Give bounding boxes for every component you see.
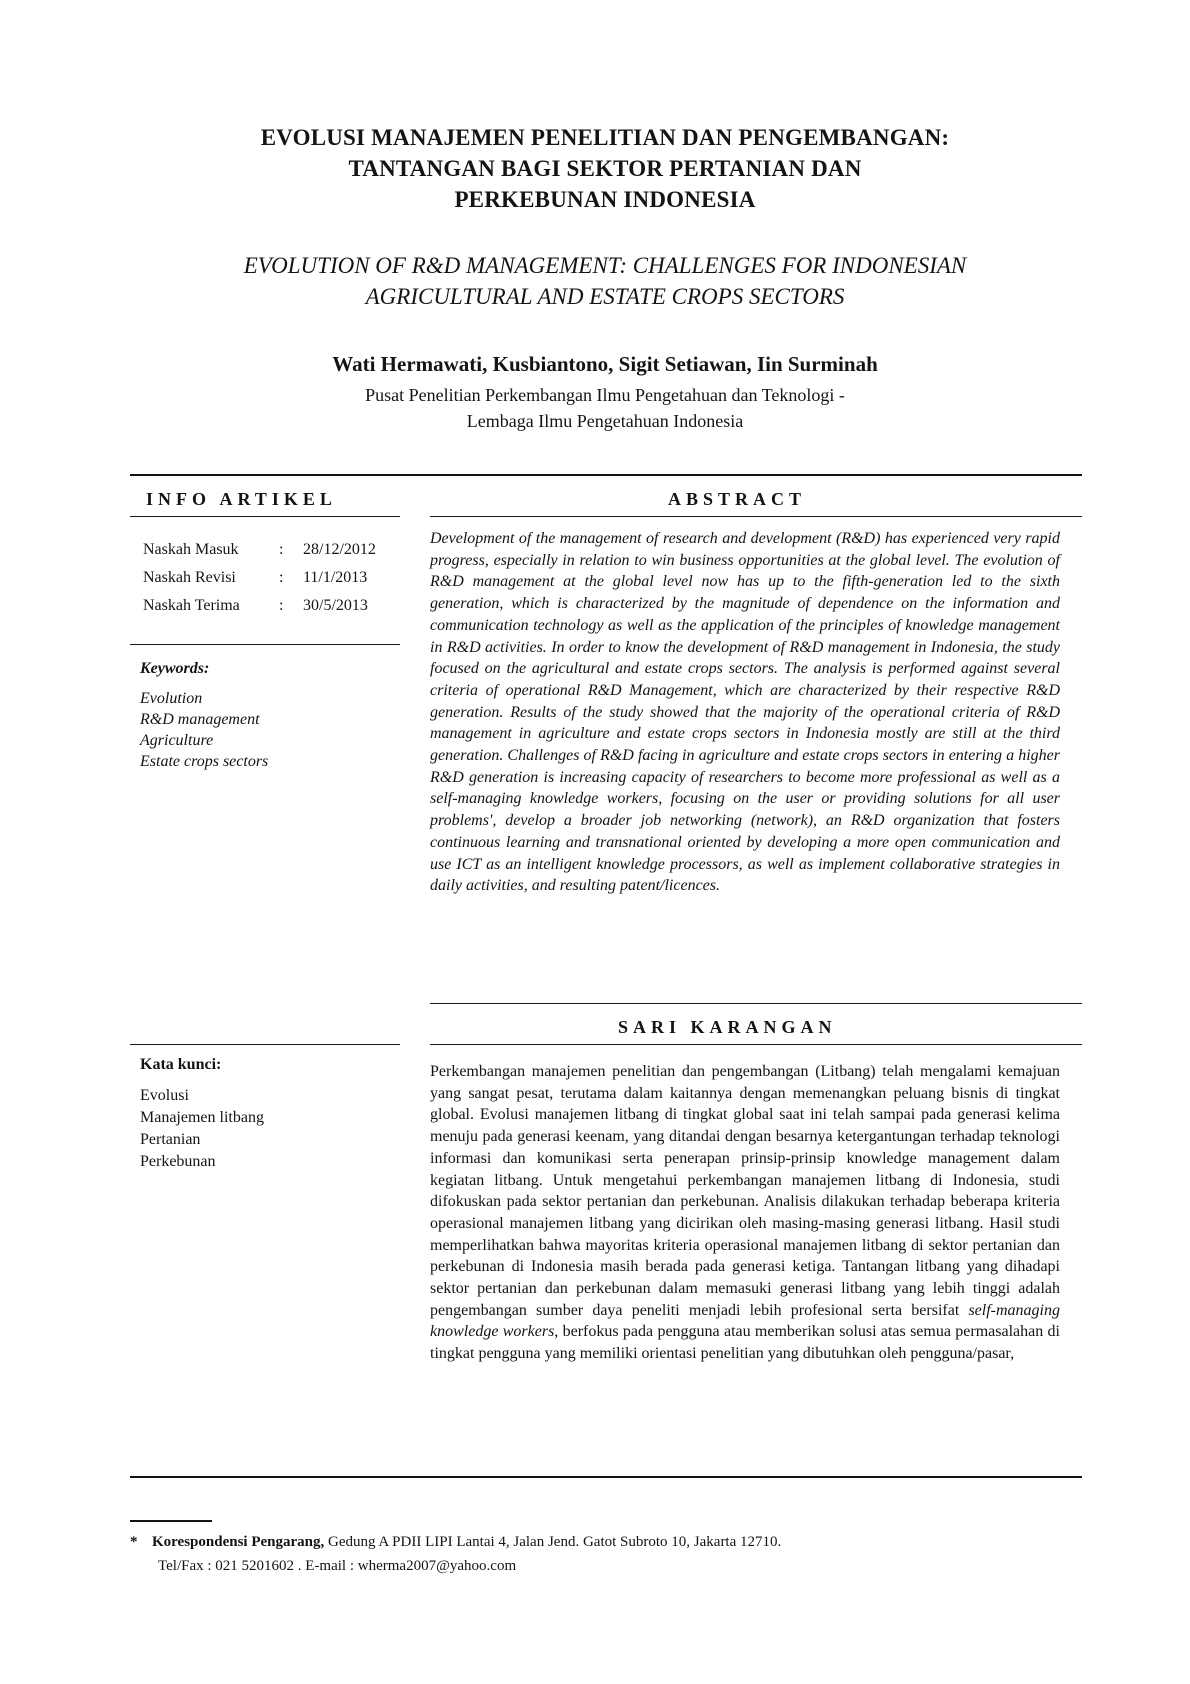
date-sep: : <box>279 541 284 558</box>
kata-kunci-item: Pertanian <box>140 1131 201 1148</box>
title-id-line-1: EVOLUSI MANAJEMEN PENELITIAN DAN PENGEMBANGAN: <box>260 125 950 150</box>
keyword-item: Evolution <box>140 690 203 707</box>
top-divider <box>130 474 1082 476</box>
kata-kunci-heading: Kata kunci: <box>140 1056 222 1073</box>
bottom-divider <box>130 1476 1082 1478</box>
date-value: 28/12/2012 <box>303 541 376 558</box>
footnote-line-1 <box>130 1530 1090 1554</box>
sari-heading-bottom-rule <box>430 1044 1082 1045</box>
date-sep: : <box>279 569 284 586</box>
title-en-line-2: AGRICULTURAL AND ESTATE CROPS SECTORS <box>365 284 845 309</box>
sari-karangan-heading: SARI KARANGAN <box>618 1017 837 1037</box>
keywords-list <box>140 688 268 772</box>
date-label: Naskah Masuk <box>143 541 239 558</box>
sari-text-part-2: , berfokus pada pengguna atau memberikan solusi atas semua permasalahan di tingkat pengguna yang memiliki orientasi penelitian yang dibutuhkan oleh pengguna/pasar, <box>430 1323 1060 1363</box>
dates-rule <box>130 644 400 645</box>
affiliation <box>130 382 1080 434</box>
kata-kunci-item: Perkebunan <box>140 1153 216 1170</box>
date-row-terima <box>143 592 376 620</box>
title-id-line-3: PERKEBUNAN INDONESIA <box>454 187 756 212</box>
keyword-item: Estate crops sectors <box>140 753 269 770</box>
sari-karangan-text <box>430 1061 1060 1365</box>
keyword-item: Agriculture <box>140 732 214 749</box>
kata-kunci-item: Manajemen litbang <box>140 1109 264 1126</box>
title-indonesian <box>130 122 1080 215</box>
keyword-item: R&D management <box>140 711 260 728</box>
abstract-heading: ABSTRACT <box>668 489 807 509</box>
abstract-text: Development of the management of research and development (R&D) has experienced very rapid progress, especially in relation to win business opportunities at the global level. The evolution of R&D management at the global level now has up to the fifth-generation led to the sixth generation, which is characterized by the magnitude of dependence on the information and communication technology as well as the application of the principles of knowledge management in R&D activities. In order to know the development of R&D management in Indonesia, the study focused on the agricultural and estate crops sectors. The analysis is performed against several criteria of operational R&D Management, which are characterized by their respective R&D generation. Results of the study showed that the majority of the operational criteria of R&D management in agriculture and estate crops sectors in Indonesia mostly are still at the third generation. Challenges of R&D facing in agriculture and estate crops sectors in entering a higher R&D generation is increasing capacity of researchers to become more professional as well as a self-managing knowledge workers, focusing on the user or providing solutions for all user problems', develop a broader job networking (network), an R&D organization that fosters continuous learning and transnational oriented by developing a more open communication and use ICT as an intelligent knowledge processors, as well as implement collaborative strategies in daily activities, and resulting patent/licences. <box>430 530 1060 895</box>
title-en-line-1: EVOLUTION OF R&D MANAGEMENT: CHALLENGES FOR INDONESIAN <box>243 253 967 278</box>
kata-kunci-top-rule <box>130 1044 400 1045</box>
footnote-label: Korespondensi Pengarang, <box>152 1534 325 1550</box>
info-artikel-heading: INFO ARTIKEL <box>146 489 337 509</box>
date-row-revisi <box>143 564 376 592</box>
kata-kunci-list <box>140 1085 264 1173</box>
footnote-address: Gedung A PDII LIPI Lantai 4, Jalan Jend. Gatot Subroto 10, Jakarta 12710. <box>324 1534 782 1550</box>
abstract-heading-rule <box>430 516 1082 517</box>
kata-kunci-item: Evolusi <box>140 1087 189 1104</box>
date-sep: : <box>279 597 284 614</box>
footnote-rule <box>130 1520 212 1522</box>
date-label: Naskah Revisi <box>143 569 236 586</box>
footnote-mark: * <box>130 1534 138 1550</box>
manuscript-dates <box>143 536 376 620</box>
date-value: 11/1/2013 <box>303 569 368 586</box>
date-value: 30/5/2013 <box>303 597 368 614</box>
affiliation-line-2: Lembaga Ilmu Pengetahuan Indonesia <box>466 411 744 431</box>
date-label: Naskah Terima <box>143 597 240 614</box>
author-list: Wati Hermawati, Kusbiantono, Sigit Setiawan, Iin Surminah <box>332 352 878 376</box>
title-id-line-2: TANTANGAN BAGI SEKTOR PERTANIAN DAN <box>348 156 862 181</box>
footnote-contact: Tel/Fax : 021 5201602 . E-mail : wherma2007@yahoo.com <box>158 1558 517 1574</box>
affiliation-line-1: Pusat Penelitian Perkembangan Ilmu Pengetahuan dan Teknologi - <box>365 385 845 405</box>
keywords-heading: Keywords: <box>140 660 210 677</box>
sari-text-italic: self-managing knowledge workers <box>430 1301 1060 1341</box>
date-row-masuk <box>143 536 376 564</box>
sari-text-part-1: Perkembangan manajemen penelitian dan pengembangan (Litbang) telah mengalami kemajuan yang sangat pesat, terutama dalam kaitannya dengan memenangkan peluang bisnis di tingkat global. Evolusi manajemen litbang di tingkat global saat ini telah sampai pada generasi kelima menuju pada generasi keenam, yang ditandai dengan besarnya ketergantungan terhadap teknologi informasi dan komunikasi serta penerapan prinsip-prinsip knowledge management dalam kegiatan litbang. Untuk mengetahui perkembangan manajemen litbang di Indonesia, studi difokuskan pada sektor pertanian dan perkebunan. Analisis dilakukan terhadap beberapa kriteria operasional manajemen litbang yang dicirikan oleh masing-masing generasi litbang. Hasil studi memperlihatkan bahwa mayoritas kriteria operasional manajemen litbang di sektor pertanian dan perkebunan di Indonesia masih berada pada generasi ketiga. Tantangan litbang yang dihadapi sektor pertanian dan perkebunan dalam memasuki generasi litbang yang lebih tinggi adalah pengembangan sumber daya peneliti menjadi lebih profesional serta bersifat <box>430 1063 1060 1319</box>
sari-heading-top-rule <box>430 1003 1082 1004</box>
correspondence-footnote <box>130 1530 1090 1578</box>
title-english <box>130 250 1080 312</box>
info-heading-rule <box>130 516 400 517</box>
